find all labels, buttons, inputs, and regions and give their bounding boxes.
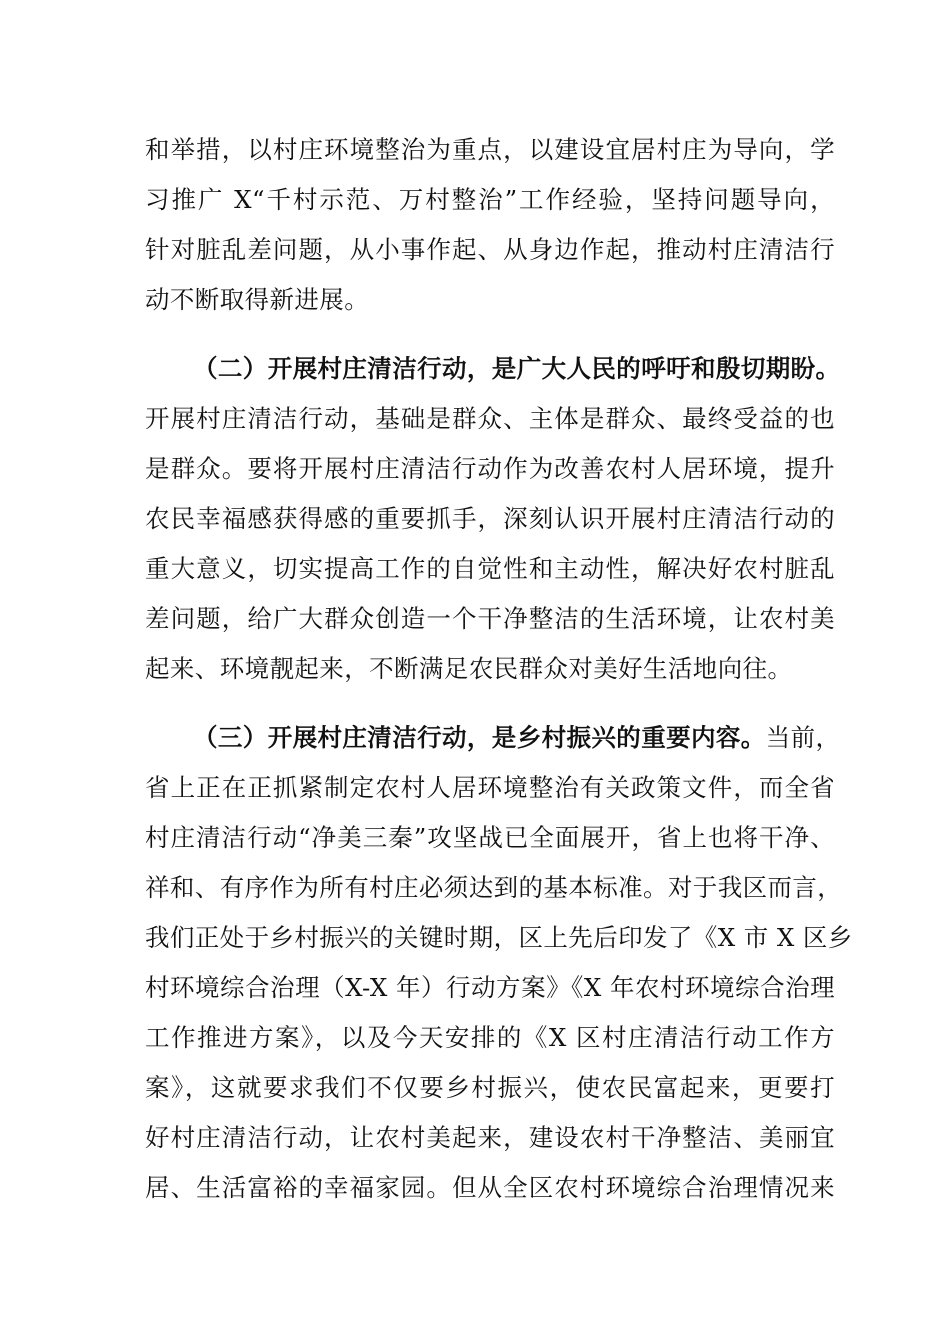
paragraph-line: 省上正在正抓紧制定农村人居环境整治有关政策文件，而全省: [145, 773, 835, 802]
paragraph-line: 祥和、有序作为所有村庄必须达到的基本标准。对于我区而言，: [145, 873, 843, 902]
paragraph-line: 差问题，给广大群众创造一个干净整洁的生活环境，让农村美: [145, 604, 835, 633]
paragraph-line: 和举措，以村庄环境整治为重点，以建设宜居村庄为导向，学: [145, 135, 835, 164]
paragraph-line: 农民幸福感获得感的重要抓手，深刻认识开展村庄清洁行动的: [145, 504, 835, 533]
paragraph-line: 针对脏乱差问题，从小事作起、从身边作起，推动村庄清洁行: [145, 235, 835, 264]
paragraph-line: 村庄清洁行动“净美三秦”攻坚战已全面展开，省上也将干净、: [145, 823, 835, 852]
section-heading-line: [193, 721, 841, 755]
paragraph-line: 是群众。要将开展村庄清洁行动作为改善农村人居环境，提升: [145, 454, 835, 483]
paragraph-line: 工作推进方案》，以及今天安排的《X 区村庄清洁行动工作方: [145, 1023, 835, 1052]
paragraph-line: 村环境综合治理（X-X 年）行动方案》《X 年农村环境综合治理: [145, 973, 835, 1002]
paragraph-line: 好村庄清洁行动，让农村美起来，建设农村干净整洁、美丽宜: [145, 1123, 835, 1152]
paragraph-line: 习推广 X“千村示范、万村整治”工作经验，坚持问题导向，: [145, 185, 835, 214]
paragraph-line: 开展村庄清洁行动，基础是群众、主体是群众、最终受益的也: [145, 404, 835, 433]
paragraph-line: 动不断取得新进展。: [145, 285, 370, 314]
paragraph-line: 重大意义，切实提高工作的自觉性和主动性，解决好农村脏乱: [145, 554, 835, 583]
paragraph-line: 我们正处于乡村振兴的关键时期，区上先后印发了《X 市 X 区乡: [145, 923, 853, 952]
paragraph-line: 居、生活富裕的幸福家园。但从全区农村环境综合治理情况来: [145, 1173, 835, 1202]
section-heading: （三）开展村庄清洁行动，是乡村振兴的重要内容。: [193, 723, 766, 752]
section-heading: （二）开展村庄清洁行动，是广大人民的呼吁和殷切期盼。: [193, 354, 841, 383]
paragraph-text: 当前，: [765, 723, 841, 752]
paragraph-line: 案》，这就要求我们不仅要乡村振兴，使农民富起来，更要打: [145, 1073, 835, 1102]
paragraph-line: 起来、环境靓起来，不断满足农民群众对美好生活地向往。: [145, 654, 793, 683]
